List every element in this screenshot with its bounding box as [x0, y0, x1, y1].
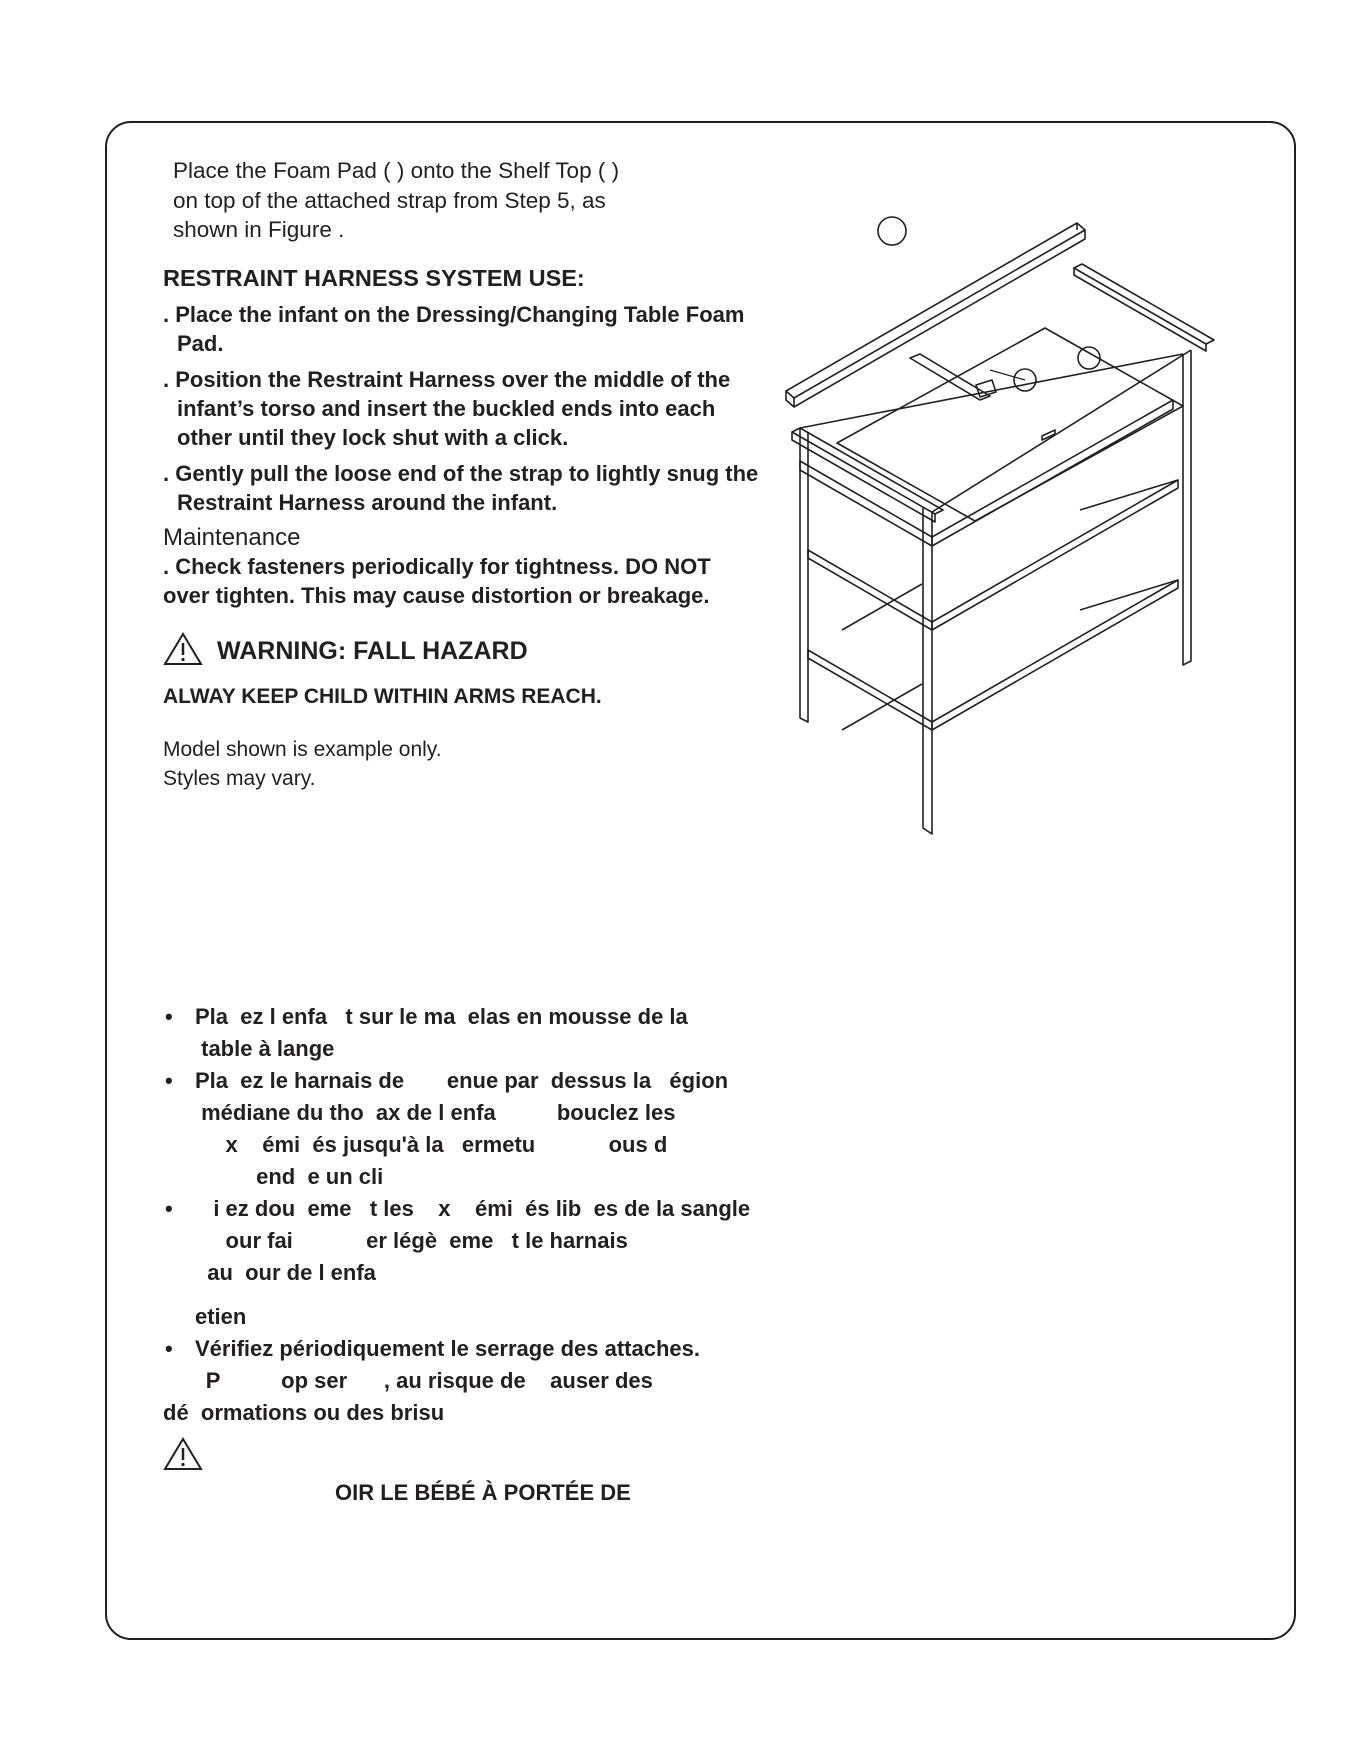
french-maintenance-line-1: P op ser , au risque de auser des	[163, 1368, 653, 1393]
french-maintenance-list	[163, 1333, 803, 1365]
english-section	[163, 156, 763, 793]
intro-line-3: shown in Figure .	[173, 217, 345, 242]
french-step-2: • Pla ez le harnais de enue par dessus la égion médiane du tho ax de l enfa bouclez les x émi és jusqu'à la ermetu ous d end e un cli	[163, 1065, 803, 1193]
french-maintenance-heading: etien	[195, 1304, 247, 1329]
maintenance-text: . Check fasteners periodically for tightness. DO NOT over tighten. This may cause distortion or breakage.	[163, 553, 711, 608]
intro-line-2: on top of the attached strap from Step 5, as	[173, 187, 606, 213]
french-step-3: • i ez dou eme t les x émi és lib es de la sangle our fai er légè eme t le harnais au our de l enfa	[163, 1193, 803, 1289]
changing-table-illustration	[780, 210, 1240, 850]
warning-block	[163, 632, 763, 671]
maintenance-heading: Maintenance	[163, 523, 301, 551]
warning-triangle-icon	[163, 632, 203, 671]
french-step-1: • Pla ez l enfa t sur le ma elas en mousse de la table à lange	[163, 1001, 803, 1065]
french-warning-text: OIR LE BÉBÉ À PORTÉE DE	[335, 1480, 631, 1505]
model-note-line-1: Model shown is example only.	[163, 737, 442, 761]
restraint-step-2: . Position the Restraint Harness over the middle of the infant’s torso and insert the buckled ends into each other until they lock shut with a click.	[163, 366, 731, 450]
french-maintenance-bullet: • Vérifiez périodiquement le serrage des attaches.	[163, 1333, 803, 1365]
model-note-line-2: Styles may vary.	[163, 766, 316, 790]
warning-triangle-icon	[163, 1437, 803, 1476]
restraint-heading: RESTRAINT HARNESS SYSTEM USE:	[163, 264, 585, 291]
intro-line-1: Place the Foam Pad ( ) onto the Shelf Top ( )	[173, 158, 620, 183]
restraint-step-3: . Gently pull the loose end of the strap to lightly snug the Restraint Harness around the infant.	[163, 460, 759, 515]
french-maintenance-line-2: dé ormations ou des brisu	[163, 1400, 445, 1425]
french-steps	[163, 1001, 803, 1289]
french-section	[163, 1001, 803, 1506]
warning-title: WARNING: FALL HAZARD	[217, 636, 528, 665]
restraint-steps	[163, 300, 763, 517]
warning-text: ALWAY KEEP CHILD WITHIN ARMS REACH.	[163, 684, 602, 708]
restraint-step-1: . Place the infant on the Dressing/Changing Table Foam Pad.	[163, 301, 745, 356]
model-note	[163, 735, 763, 793]
